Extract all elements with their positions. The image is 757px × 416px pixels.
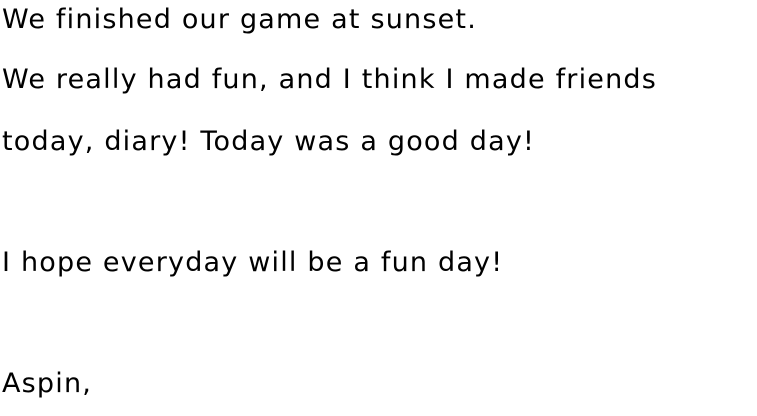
diary-line-1: We finished our game at sunset.	[2, 4, 477, 35]
diary-line-4: I hope everyday will be a fun day!	[2, 247, 504, 278]
diary-signature: Aspin,	[2, 368, 93, 399]
diary-line-2: We really had fun, and I think I made friends	[2, 64, 658, 95]
diary-line-3: today, diary! Today was a good day!	[2, 126, 536, 157]
